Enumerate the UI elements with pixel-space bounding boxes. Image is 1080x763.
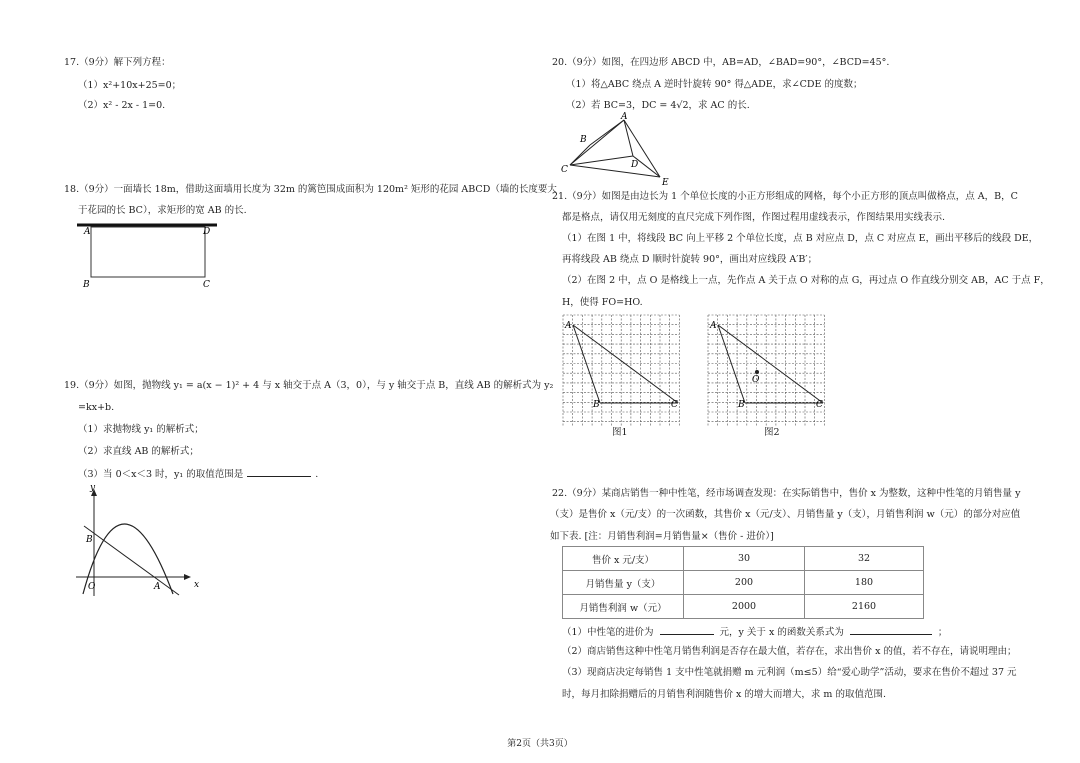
- q22-part2: （2）商店销售这种中性笔月销售利润是否存在最大值，若存在，求出售价 x 的值，若不存在，请说明理由；: [562, 646, 1017, 657]
- table-cell: 32: [805, 547, 924, 571]
- q22-part1-end: ；: [937, 627, 948, 638]
- q19-part1: （1）求抛物线 y₁ 的解析式；: [78, 424, 204, 435]
- q21-line2: 都是格点，请仅用无刻度的直尺完成下列作图，作图过程用虚线表示，作图结果用实线表示.: [562, 212, 946, 223]
- label-d: D: [203, 227, 211, 237]
- point-a: A: [621, 112, 628, 122]
- answer-blank: [247, 467, 311, 477]
- table-cell: 月销售利润 w（元）: [563, 595, 684, 619]
- seg-ab: [590, 120, 624, 145]
- y-label: y: [90, 484, 96, 493]
- table-row: [563, 595, 924, 619]
- q19-part3: [78, 467, 318, 481]
- x-label: x: [194, 580, 200, 590]
- seg-bc: [570, 145, 590, 165]
- garden-rect: [91, 227, 205, 277]
- line-ab: [84, 526, 179, 595]
- point-c: C: [561, 165, 568, 175]
- point-c: C: [816, 400, 823, 410]
- fig2-caption: 图2: [764, 427, 780, 438]
- q17-stem: 17.（9分）解下列方程：: [64, 57, 171, 68]
- q20-part2: （2）若 BC=3，DC = 4√2，求 AC 的长.: [566, 100, 750, 111]
- label-c: C: [203, 280, 210, 290]
- q19-part2: （2）求直线 AB 的解析式；: [78, 446, 199, 457]
- q20-figure: [558, 111, 678, 187]
- point-c: C: [671, 400, 678, 410]
- seg-ab: [718, 325, 745, 403]
- point-a-label: A: [154, 582, 161, 592]
- point-b: B: [593, 400, 600, 410]
- table-cell: 售价 x 元/支）: [563, 547, 684, 571]
- q22-part1-text: （1）中性笔的进价为: [562, 627, 654, 638]
- answer-blank-function: [850, 625, 932, 635]
- table-cell: 月销售量 y（支）: [563, 571, 684, 595]
- origin-label: O: [88, 582, 96, 592]
- q20-part1: （1）将△ABC 绕点 A 逆时针旋转 90° 得△ADE，求∠CDE 的度数；: [566, 79, 863, 90]
- q20-stem: 20.（9分）如图，在四边形 ABCD 中，AB=AD，∠BAD=90°，∠BCD=45°.: [552, 57, 890, 68]
- q21-line5: （2）在图 2 中，点 O 是格线上一点，先作点 A 关于点 O 对称的点 G，再过点 O 作直线分别交 AB，AC 于点 F，: [562, 275, 1050, 286]
- table-cell: 2160: [805, 595, 924, 619]
- table-row: [563, 571, 924, 595]
- table-cell: 30: [684, 547, 805, 571]
- dashed-grid: [708, 315, 824, 426]
- q19-line1: 19.（9分）如图，抛物线 y₁ = a(x − 1)² + 4 与 x 轴交于点 A（3，0），与 y 轴交于点 B，直线 AB 的解析式为 y₂: [64, 380, 554, 391]
- q19-part3-text: （3）当 0＜x＜3 时，y₁ 的取值范围是: [78, 469, 244, 480]
- q22-line1: 22.（9分）某商店销售一种中性笔，经市场调查发现：在实际销售中，售价 x 为整数，这种中性笔的月销售量 y: [552, 488, 1021, 499]
- q21-line3: （1）在图 1 中，将线段 BC 向上平移 2 个单位长度，点 B 对应点 D，点 C 对应点 E，画出平移后的线段 DE，: [562, 233, 1039, 244]
- seg-ac: [718, 325, 823, 403]
- x-axis-arrow: [184, 574, 191, 580]
- q17-part2: （2）x² - 2x - 1=0.: [78, 100, 166, 111]
- q22-part1-mid: 元，y 关于 x 的函数关系式为: [719, 627, 844, 638]
- point-d: D: [631, 160, 639, 170]
- table-cell: 180: [805, 571, 924, 595]
- q22-line2: （支）是售价 x（元/支）的一次函数，其售价 x（元/支）、月销售量 y（支），月销售利润 w（元）的部分对应值: [550, 509, 1021, 520]
- q21-line1: 21.（9分）如图是由边长为 1 个单位长度的小正方形组成的网格，每个小正方形的顶点叫做格点，点 A，B，C: [552, 191, 1018, 202]
- q22-part3-line2: 时，每月扣除捐赠后的月销售利润随售价 x 的增大而增大，求 m 的取值范围.: [562, 689, 886, 700]
- q19-graph: [70, 484, 210, 602]
- seg-ad: [624, 120, 633, 156]
- price-table: [562, 546, 924, 619]
- q19-line2: =kx+b.: [78, 402, 115, 413]
- table-cell: 200: [684, 571, 805, 595]
- grid-figure-2: [707, 314, 831, 426]
- q18-line2: 于花园的长 BC），求矩形的宽 AB 的长.: [78, 205, 247, 216]
- point-a: A: [710, 321, 717, 331]
- point-b-label: B: [86, 535, 93, 545]
- q18-line1: 18.（9分）一面墙长 18m，借助这面墙用长度为 32m 的篱笆围成面积为 120m² 矩形的花园 ABCD（墙的长度要大: [64, 184, 557, 195]
- label-b: B: [83, 280, 90, 290]
- page-footer: 第2页（共3页）: [507, 739, 573, 749]
- point-o: O: [752, 375, 760, 385]
- q21-line6: H，使得 FO=HO.: [562, 297, 643, 308]
- point-b: B: [738, 400, 745, 410]
- grid-figure-1: [562, 314, 686, 426]
- dashed-grid: [563, 315, 679, 426]
- seg-ac: [573, 325, 678, 403]
- q17-part1: （1）x²+10x+25=0；: [78, 80, 182, 91]
- seg-ab: [573, 325, 600, 403]
- q19-part3-end: .: [315, 469, 319, 480]
- q22-part1: [562, 625, 947, 639]
- label-a: A: [84, 227, 91, 237]
- answer-blank-cost: [660, 625, 714, 635]
- seg-ae: [624, 120, 660, 177]
- q21-line4: 再将线段 AB 绕点 D 顺时针旋转 90°，画出对应线段 A′B′；: [562, 254, 818, 265]
- point-b: B: [580, 135, 587, 145]
- point-a: A: [565, 321, 572, 331]
- q22-line3: 如下表. [注：月销售利润=月销售量×（售价 - 进价）]: [550, 531, 774, 542]
- point-e: E: [662, 178, 669, 187]
- q18-figure: [70, 218, 230, 290]
- fig1-caption: 图1: [612, 427, 628, 438]
- q22-part3-line1: （3）现商店决定每销售 1 支中性笔就捐赠 m 元利润（m≤5）给“爱心助学”活动，要求在售价不超过 37 元: [562, 667, 1017, 678]
- table-row: [563, 547, 924, 571]
- table-cell: 2000: [684, 595, 805, 619]
- point-o-dot: [755, 370, 759, 374]
